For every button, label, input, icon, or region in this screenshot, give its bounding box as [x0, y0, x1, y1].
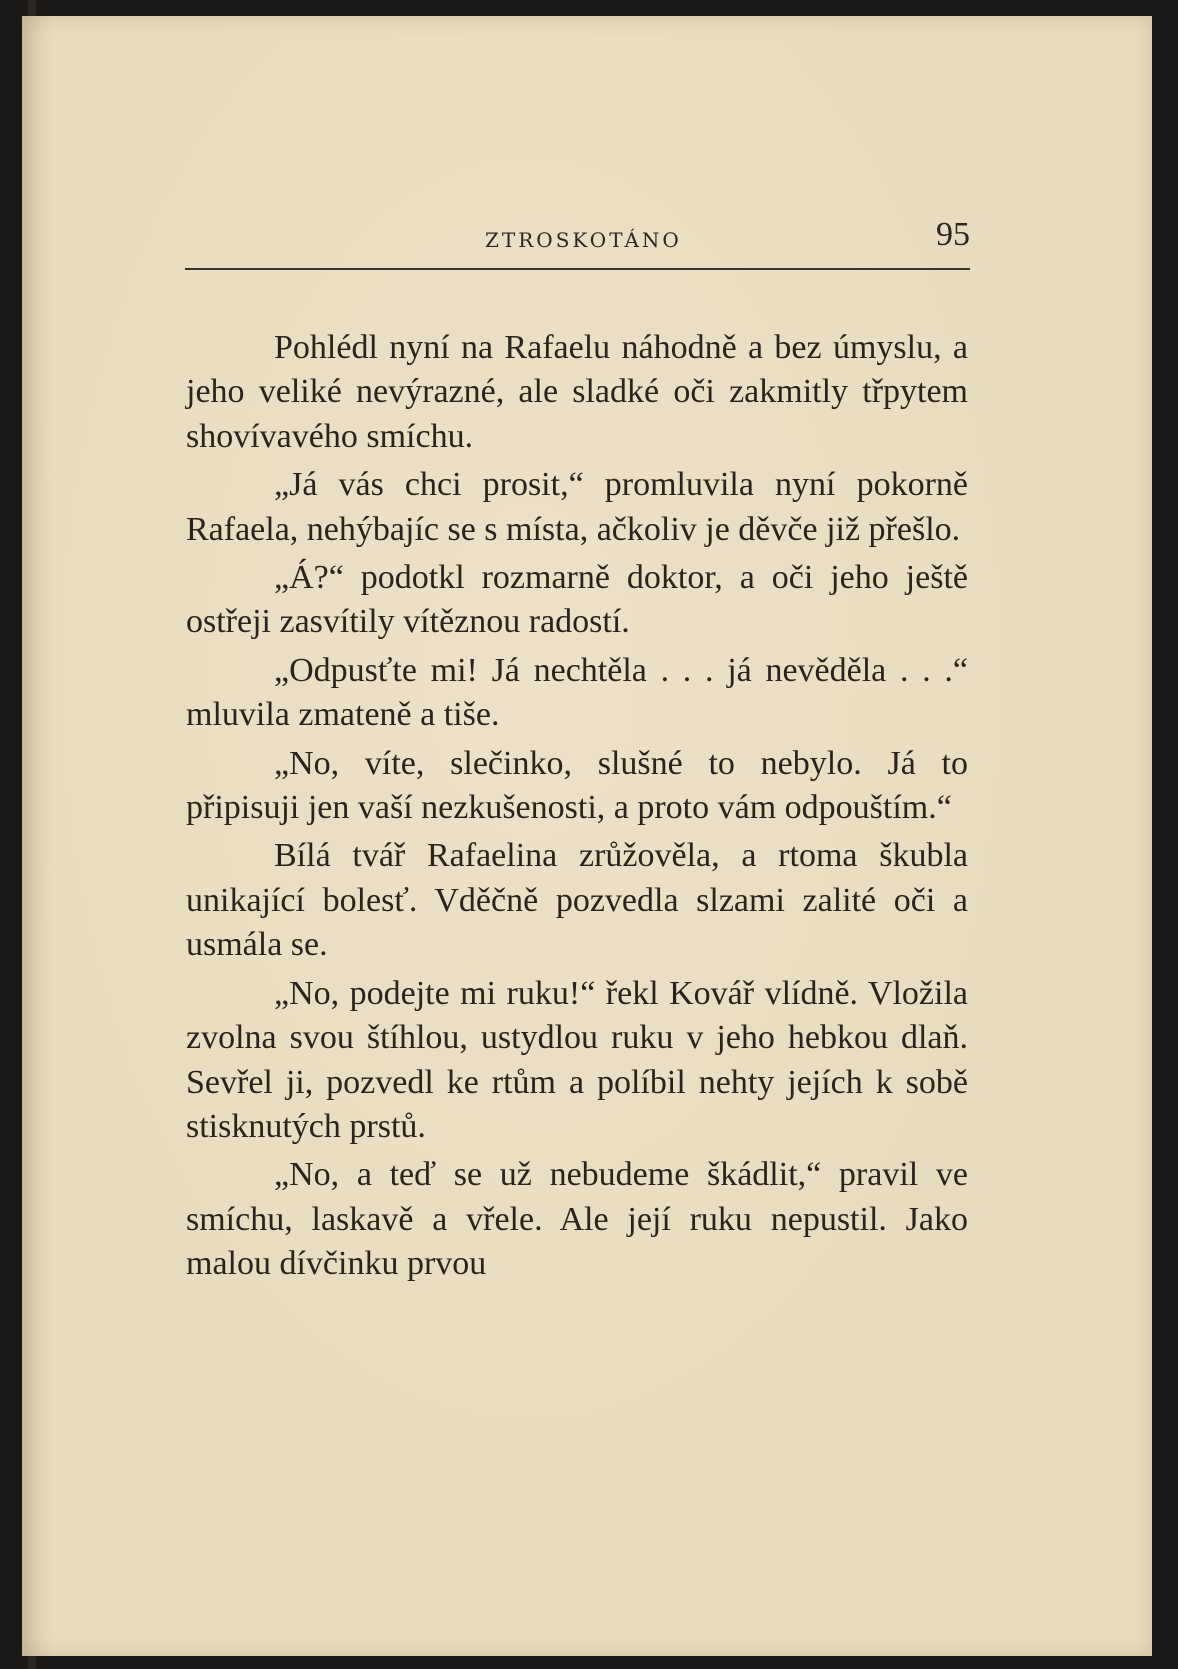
paragraph: Bílá tvář Rafaelina zrůžověla, a rtoma škubla unikající bolesť. Vděčně pozvedla slzami zalité oči a usmála se. [186, 837, 968, 964]
page-header [185, 216, 970, 258]
body-text [186, 326, 968, 1287]
paragraph: Pohlédl nyní na Rafaelu náhodně a bez úmyslu, a jeho veliké nevýrazné, ale sladké oči zakmitly třpytem shovívavého smíchu. [186, 329, 968, 455]
paragraph: „Odpusťte mi! Já nechtěla . . . já nevěděla . . .“ mluvila zmateně a tiše. [186, 651, 968, 734]
paragraph: „Á?“ podotkl rozmarně doktor, a oči jeho ještě ostřeji zasvítily vítěznou radostí. [186, 559, 968, 641]
paragraph: „No, podejte mi ruku!“ řekl Kovář vlídně. Vložila zvolna svou štíhlou, ustydlou ruku v jeho hebkou dlaň. Sevřel ji, pozvedl ke rtům a políbil nehty jejích k sobě stisknutých prstů. [186, 974, 968, 1145]
page-number: 95 [936, 216, 970, 253]
paragraph: „Já vás chci prosit,“ promluvila nyní pokorně Rafaela, nehýbajíc se s místa, ačkoliv je děvče již přešlo. [186, 466, 968, 548]
paragraph: „No, víte, slečinko, slušné to nebylo. Já to připisuji jen vaší nezkušenosti, a proto vám odpouštím.“ [186, 744, 968, 827]
running-title: ZTROSKOTÁNO [485, 228, 682, 252]
paragraph: „No, a teď se už nebudeme škádlit,“ pravil ve smíchu, laskavě a vřele. Ale její ruku nepustil. Jako malou dívčinku prvou [186, 1156, 968, 1283]
header-rule [185, 268, 970, 270]
